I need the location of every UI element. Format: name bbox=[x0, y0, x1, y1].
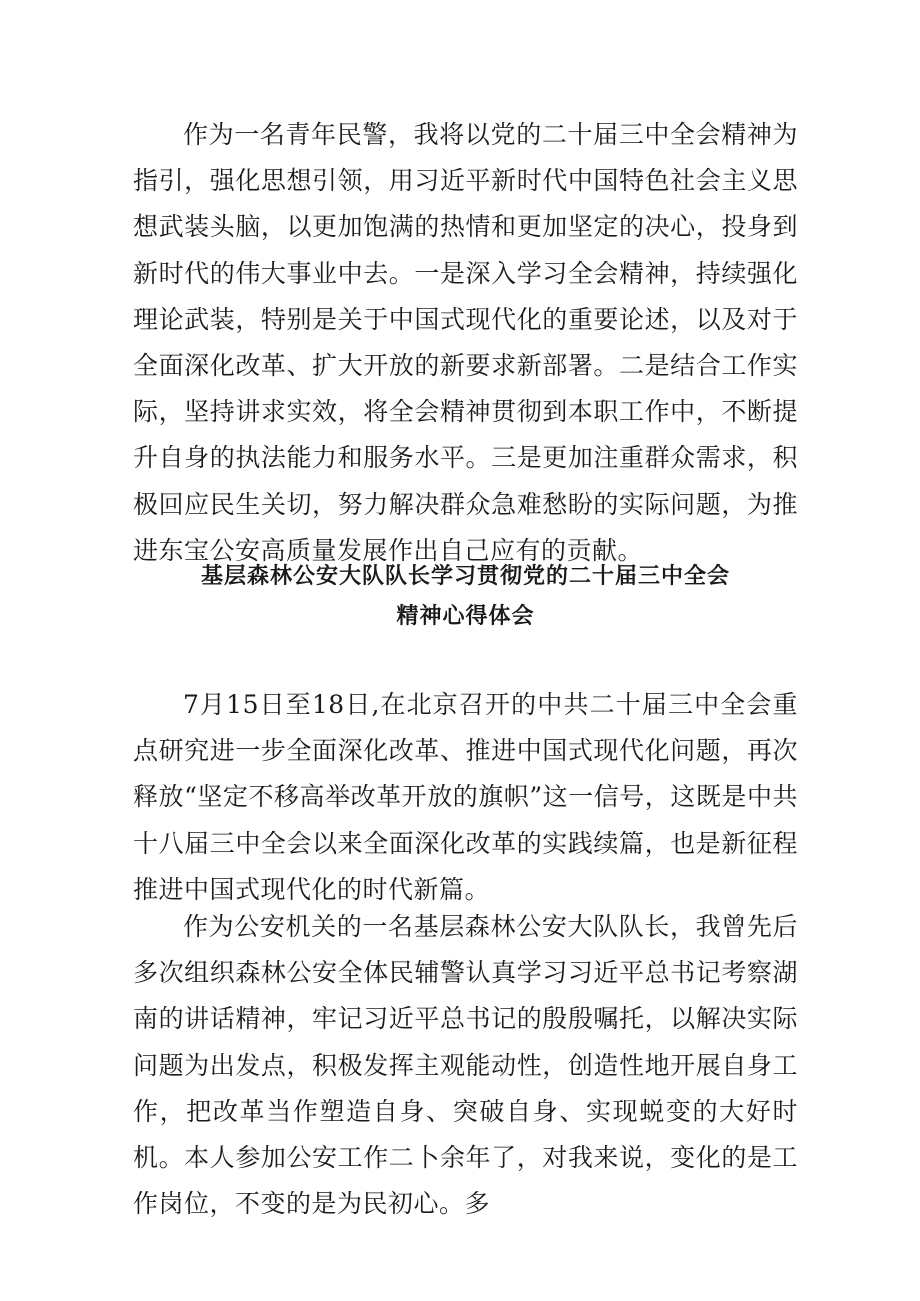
body-paragraph-1: 7月15日至18日,在北京召开的中共二十届三中全会重点研究进一步全面深化改革、推进中国式现代化问题，再次释放“坚定不移高举改革开放的旗帜”这一信号，这既是中共十八届三中全会以来全面深化改革的实践续篇，也是新征程推进中国式现代化的时代新篇。 bbox=[133, 690, 798, 904]
article-title-line-1: 基层森林公安大队队长学习贯彻党的二十届三中全会 bbox=[200, 564, 730, 589]
body-paragraph-2: 作为公安机关的一名基层森林公安大队队长，我曾先后多次组织森林公安全体民辅警认真学习习近平总书记考察湖南的讲话精神，牢记习近平总书记的殷殷嘱托，以解决实际问题为出发点，积极发挥主观能动性，创造性地开展自身工作，把改革当作塑造自身、突破自身、实现蜕变的大好时机。本人参加公安工作二卜余年了，对我来说，变化的是工作岗位，不变的是为民初心。多 bbox=[133, 912, 798, 1219]
article-title-line-2: 精神心得体会 bbox=[396, 604, 535, 629]
intro-paragraph: 作为一名青年民警，我将以党的二十届三中全会精神为指引，强化思想引领，用习近平新时代中国特色社会主义思想武装头脑，以更加饱满的热情和更加坚定的决心，投身到新时代的伟大事业中去。一是深入学习全会精神，持续强化理论武装，特别是关于中国式现代化的重要论述，以及对于全面深化改革、扩大开放的新要求新部署。二是结合工作实际，坚持讲求实效，将全会精神贯彻到本职工作中，不断提升自身的执法能力和服务水平。三是更加注重群众需求，积极回应民生关切，努力解决群众急难愁盼的实际问题，为推进东宝公安高质量发展作出自己应有的贡献。 bbox=[133, 120, 798, 565]
